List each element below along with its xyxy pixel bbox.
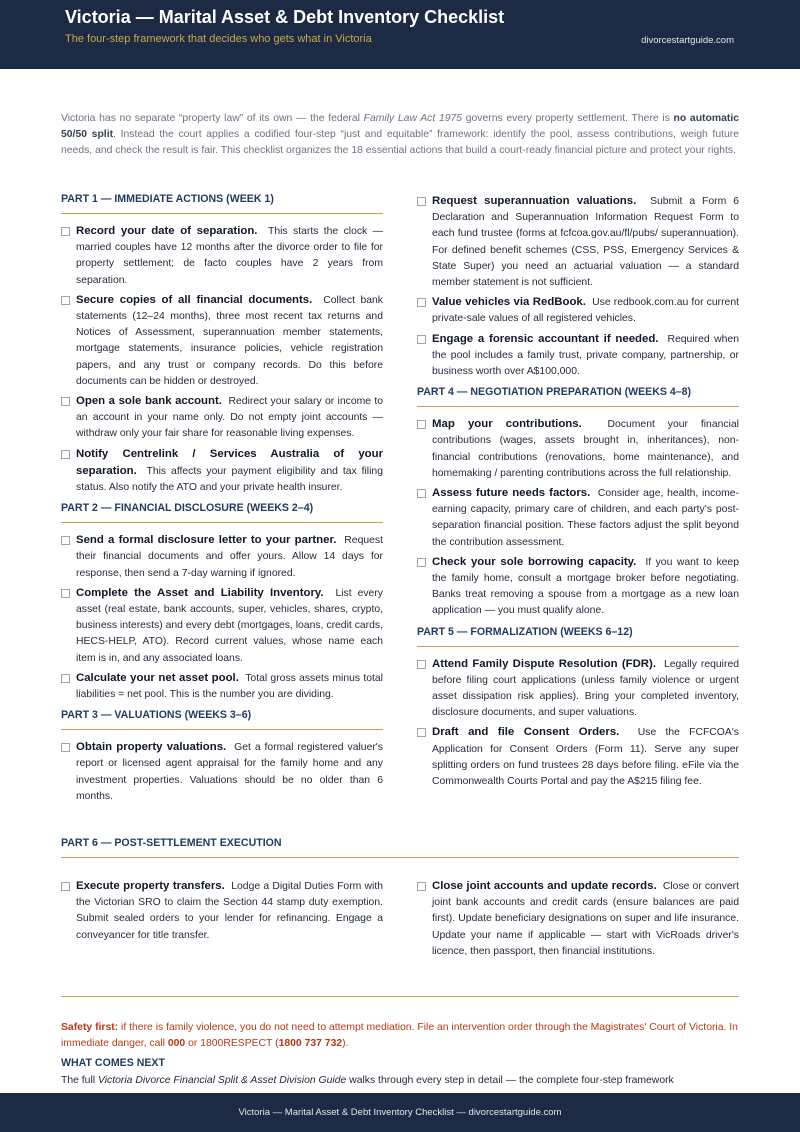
part-3-section (61, 709, 383, 805)
item-title: Assess future needs factors. (432, 487, 591, 500)
item-title: Close joint accounts and update records. (432, 880, 657, 892)
checkbox[interactable] (417, 298, 426, 307)
intro-act-name: Family Law Act 1975 (363, 113, 463, 124)
part-5-heading: PART 5 — FORMALIZATION (WEEKS 6–12) (417, 626, 739, 647)
item-description: List every asset (real estate, bank accounts, super, vehicles, shares, crypto, business interests) and every debt (mortgages, loans, credit cards, HECS-HELP, ATO). Record current values, whose name each item is in, and any associated loans. (76, 587, 383, 664)
item-description: This affects your payment eligibility and tax filing status. Also notify the ATO and your private health insurer. (76, 465, 383, 494)
item-title: Engage a forensic accountant if needed. (432, 332, 659, 345)
helpline-number: 1800 737 732 (278, 1038, 343, 1050)
document-subtitle: The four-step framework that decides who gets what in Victoria (65, 33, 372, 45)
checklist-item (417, 656, 739, 722)
item-description: Required when the pool includes a family trust, private company, partnership, or business worth over A$100,000. (432, 333, 739, 378)
item-description: Total gross assets minus total liabilities = net pool. This is the number you are dividing. (76, 672, 383, 701)
item-title: Check your sole borrowing capacity. (432, 555, 637, 568)
item-description: Document your financial contributions (wages, assets brought in, inheritances), non-financial contributions (renovations, home maintenance), and homemaking / parenting contributions across the full relationship. (432, 419, 739, 479)
part-4-section (417, 386, 739, 619)
part-3-heading: PART 3 — VALUATIONS (WEEKS 3–6) (61, 709, 383, 730)
item-title: Send a formal disclosure letter to your partner. (76, 534, 337, 547)
checkbox[interactable] (61, 397, 70, 406)
checkbox[interactable] (61, 674, 70, 683)
item-title: Secure copies of all financial documents. (76, 293, 313, 306)
checkbox[interactable] (417, 420, 426, 429)
site-name: divorcestartguide.com (641, 35, 734, 46)
checkbox[interactable] (61, 589, 70, 598)
what-comes-next-text (61, 1073, 741, 1089)
checklist-item (417, 416, 739, 482)
item-title: Obtain property valuations. (76, 741, 227, 754)
part-6-section (61, 837, 739, 964)
item-title: Request superannuation valuations. (432, 195, 637, 207)
checkbox[interactable] (417, 489, 426, 498)
part-1-heading: PART 1 — IMMEDIATE ACTIONS (WEEK 1) (61, 193, 383, 214)
emergency-number: 000 (167, 1038, 186, 1050)
checkbox[interactable] (417, 660, 426, 669)
item-description: Submit a Form 6 Declaration and Superannuation Information Request Form to each fund trustee (forms at fcfcoa.gov.au/fl/pubs/ superannuation). For defined benefit schemes (CSS, PSS, Emergency Services & State Super) you need an actuarial valuation — a standard member statement is not sufficient. (432, 196, 739, 289)
intro-text-2: governs every property settlement. There is (462, 113, 674, 124)
safety-text-1: if there is family violence, you do not need to attempt mediation. File an intervention order through the Magistrates' Court of Victoria. In immediate danger, call (61, 1022, 738, 1050)
item-title: Map your contributions. (432, 418, 582, 431)
intro-text-1: Victoria has no separate “property law” of its own — the federal (61, 113, 364, 124)
checkbox[interactable] (417, 882, 426, 891)
safety-text-3: ). (342, 1038, 349, 1050)
item-title: Open a sole bank account. (76, 395, 222, 408)
checklist-item (61, 532, 383, 582)
item-title: Calculate your net asset pool. (76, 671, 239, 684)
document-title: Victoria — Marital Asset & Debt Inventory Checklist (65, 7, 505, 27)
checkbox[interactable] (61, 227, 70, 236)
part-4-heading: PART 4 — NEGOTIATION PREPARATION (WEEKS 4–8) (417, 386, 739, 407)
checkbox[interactable] (61, 536, 70, 545)
page-header (0, 0, 800, 69)
item-title: Execute property transfers. (76, 880, 225, 892)
item-description: Collect bank statements (12–24 months), three most recent tax returns and Notices of Assessment, superannuation member statements, mortgage statements, insurance policies, vehicle registration papers, and any trust or company records. Do this before documents can be hidden or destroyed. (76, 294, 383, 387)
checkbox[interactable] (417, 335, 426, 344)
checkbox[interactable] (417, 728, 426, 737)
safety-text-2: or 1800RESPECT ( (185, 1038, 279, 1050)
checklist-item (61, 585, 383, 667)
checklist-item (417, 294, 739, 327)
intro-paragraph (61, 111, 739, 159)
part-5-section (417, 626, 739, 791)
checkbox[interactable] (417, 197, 426, 206)
checklist-item (61, 446, 383, 497)
checklist-item (417, 554, 739, 620)
item-description: Legally required before filing court applications (unless family violence or urgent asset dissipation risk applies). Bring your completed inventory, disclosure documents, and super valuations. (432, 658, 740, 719)
checkbox[interactable] (417, 558, 426, 567)
item-description: Get a formal registered valuer's report or licensed agent appraisal for the family home and any investment properties. Valuations should be no older than 6 months. (76, 742, 383, 802)
left-column (61, 193, 383, 811)
checklist-item (61, 670, 383, 703)
item-description: If you want to keep the family home, consult a mortgage broker before negotiating. Banks treat removing a spouse from a mortgage as a new loan application — you must qualify alone. (432, 556, 739, 617)
what-comes-next-heading: WHAT COMES NEXT (61, 1057, 165, 1069)
checklist-item (417, 878, 739, 960)
intro-bold-text: no automatic 50/50 split (61, 113, 739, 141)
part-6-columns (61, 878, 739, 964)
checkbox[interactable] (61, 296, 70, 305)
checklist-item (417, 485, 739, 551)
safety-lead: Safety first: (61, 1022, 119, 1033)
checklist-item (417, 724, 739, 790)
item-title: Attend Family Dispute Resolution (FDR). (432, 657, 656, 670)
item-description: Close or convert joint bank accounts and credit cards (ensure balances are paid first). Update beneficiary designations on super and life insurance. Update your name if applicable — start with VicRoads driver's licence, then passport, then financial institutions. (432, 881, 739, 957)
item-description: Request their financial documents and offer yours. Allow 14 days for response, then send a 7-day warning if ignored. (76, 535, 383, 579)
item-description: Consider age, health, income-earning capacity, primary care of children, and each party's post-separation financial position. These factors adjust the split beyond the contribution assessment. (432, 488, 740, 548)
part-2-heading: PART 2 — FINANCIAL DISCLOSURE (WEEKS 2–4) (61, 502, 383, 523)
page-footer (0, 1093, 800, 1132)
section-divider (61, 996, 739, 997)
right-column (417, 193, 739, 796)
intro-text-3: . Instead the court applies a codified four-step “just and equitable” framework: identify the pool, assess contributions, weigh future needs, and check the result is fair. This checklist organizes the 18 essential actions that build a court-ready financial picture and protect your rights. (61, 129, 740, 157)
item-description: Lodge a Digital Duties Form with the Victorian SRO to claim the Section 44 stamp duty exemption. Submit sealed orders to your lender for refinancing. Engage a conveyancer for title transfer. (76, 881, 384, 941)
checklist-item (417, 331, 739, 381)
checklist-item (61, 393, 383, 443)
item-description: Use redbook.com.au for current private-sale values of all registered vehicles. (432, 297, 739, 325)
item-title: Notify Centrelink / Services Australia of your separation. (76, 447, 383, 477)
checklist-item (61, 739, 383, 805)
checklist-item (61, 878, 383, 944)
checklist-item (61, 223, 383, 289)
footer-text: Victoria — Marital Asset & Debt Inventory Checklist — divorcestartguide.com (238, 1107, 562, 1118)
guide-title: Victoria Divorce Financial Split & Asset Division Guide (97, 1075, 347, 1086)
part-2-section (61, 502, 383, 703)
checklist-item (417, 193, 739, 291)
checklist-item (61, 292, 383, 390)
item-title: Draft and file Consent Orders. (432, 726, 620, 739)
item-description: Use the FCFCOA's Application for Consent Orders (Form 11). Serve any super splitting orders on fund trustees 28 days before filing. eFile via the Commonwealth Courts Portal and pay the A$215 filing fee. (432, 727, 740, 788)
part-6-heading: PART 6 — POST-SETTLEMENT EXECUTION (61, 837, 739, 858)
item-description: This starts the clock — married couples have 12 months after the divorce order to file for property settlement; de facto couples have 2 years from separation. (76, 226, 384, 286)
checkbox[interactable] (61, 450, 70, 459)
next-text-1: The full (61, 1075, 98, 1086)
next-text-2: walks through every step in detail — the complete four-step framework (346, 1075, 674, 1086)
item-title: Complete the Asset and Liability Inventory. (76, 586, 324, 599)
item-title: Value vehicles via RedBook. (432, 296, 586, 309)
part-1-section (61, 193, 383, 496)
item-description: Redirect your salary or income to an account in your name only. Do not empty joint accounts — withdraw only your fair share for reasonable living expenses. (76, 396, 383, 440)
item-title: Record your date of separation. (76, 225, 258, 237)
part-3-continued-section (417, 193, 739, 380)
safety-notice (61, 1020, 741, 1052)
checkbox[interactable] (61, 882, 70, 891)
checkbox[interactable] (61, 743, 70, 752)
